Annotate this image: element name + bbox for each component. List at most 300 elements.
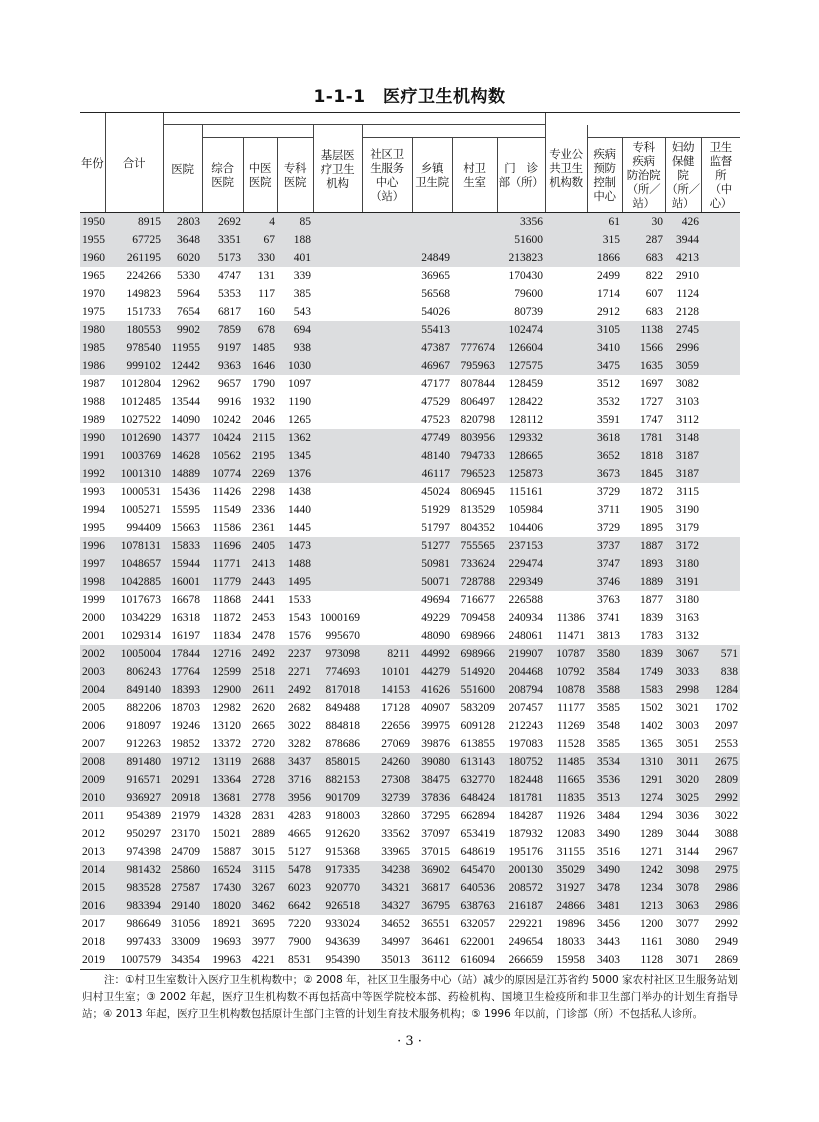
value-cell: 3618 <box>587 429 622 447</box>
value-cell <box>545 357 587 375</box>
value-cell <box>452 303 497 321</box>
value-cell: 1376 <box>277 465 313 483</box>
value-cell <box>362 303 412 321</box>
year-cell: 2000 <box>82 612 105 624</box>
value-cell: 2492 <box>277 681 313 699</box>
year-cell: 1960 <box>80 249 105 267</box>
value-cell: 1001310 <box>105 465 163 483</box>
value-cell: 918003 <box>325 810 360 822</box>
value-cell <box>452 249 497 267</box>
value-cell: 1714 <box>597 288 621 300</box>
value-cell: 3443 <box>597 936 621 948</box>
value-cell: 11485 <box>545 753 587 771</box>
value-cell: 11471 <box>556 630 586 642</box>
value-cell: 17764 <box>163 663 202 681</box>
value-cell: 3112 <box>676 414 700 426</box>
value-cell: 216187 <box>497 897 545 915</box>
value-cell: 12982 <box>212 702 241 714</box>
value-cell: 11177 <box>557 702 586 714</box>
value-cell: 11426 <box>212 486 241 498</box>
value-cell: 918097 <box>126 720 161 732</box>
value-cell: 2443 <box>243 573 277 591</box>
value-cell: 34321 <box>362 879 412 897</box>
value-cell: 48140 <box>412 447 452 465</box>
value-cell: 3763 <box>597 594 621 606</box>
value-cell: 1727 <box>640 396 664 408</box>
value-cell: 10878 <box>545 681 587 699</box>
value-cell <box>545 465 587 483</box>
value-cell: 609128 <box>460 720 495 732</box>
value-cell <box>313 267 362 285</box>
value-cell: 80739 <box>514 306 544 318</box>
value-cell: 1027522 <box>120 414 161 426</box>
value-cell: 2413 <box>243 555 277 573</box>
value-cell <box>452 267 497 285</box>
year-cell: 1995 <box>82 522 105 534</box>
value-cell: 180553 <box>105 321 163 339</box>
value-cell <box>362 393 412 411</box>
value-cell <box>545 231 587 249</box>
year-cell: 1994 <box>82 504 105 516</box>
value-cell: 920770 <box>313 879 362 897</box>
value-cell: 39975 <box>421 720 450 732</box>
table-row <box>80 771 740 789</box>
value-cell: 105984 <box>508 504 544 516</box>
value-cell: 18020 <box>202 897 243 915</box>
value-cell: 1005004 <box>105 645 163 663</box>
value-cell: 4221 <box>243 951 277 970</box>
value-cell <box>452 321 497 339</box>
value-cell: 330 <box>243 249 277 267</box>
value-cell: 616094 <box>452 951 497 970</box>
value-cell <box>362 609 412 627</box>
value-cell: 16678 <box>171 594 200 606</box>
value-cell: 44992 <box>412 645 452 663</box>
value-cell: 31056 <box>171 918 200 930</box>
table-row <box>80 537 740 555</box>
value-cell: 7859 <box>202 321 243 339</box>
value-cell: 15887 <box>212 846 241 858</box>
value-cell: 24849 <box>412 249 452 267</box>
value-cell: 3652 <box>587 447 622 465</box>
value-cell: 14153 <box>362 681 412 699</box>
value-cell: 774693 <box>313 663 362 681</box>
value-cell <box>701 411 740 429</box>
value-cell: 3180 <box>676 594 700 606</box>
value-cell: 1488 <box>277 555 313 573</box>
value-cell <box>701 519 740 537</box>
value-cell: 1533 <box>288 594 311 606</box>
value-cell <box>313 231 362 249</box>
value-cell: 3695 <box>252 918 275 930</box>
value-cell: 40907 <box>421 702 450 714</box>
value-cell: 11868 <box>212 594 241 606</box>
year-cell: 1955 <box>80 231 105 249</box>
value-cell: 1005271 <box>120 504 161 516</box>
table-row <box>80 303 740 321</box>
value-cell: 3115 <box>243 861 277 879</box>
value-cell: 698966 <box>460 630 495 642</box>
value-cell: 197083 <box>508 738 544 750</box>
value-cell: 36461 <box>421 936 450 948</box>
value-cell: 11926 <box>556 810 586 822</box>
table-row <box>80 249 740 267</box>
value-cell: 3044 <box>676 828 700 840</box>
header-village-clinic: 村卫 生室 <box>452 138 497 213</box>
value-cell: 1271 <box>640 846 664 858</box>
value-cell: 2692 <box>202 213 243 232</box>
header-hospital: 医院 <box>163 125 202 213</box>
value-cell: 1839 <box>640 612 664 624</box>
value-cell: 13119 <box>202 753 243 771</box>
value-cell: 14090 <box>171 414 200 426</box>
table-row <box>80 627 740 645</box>
year-cell: 2015 <box>80 879 105 897</box>
value-cell: 804352 <box>460 522 495 534</box>
value-cell: 698966 <box>452 645 497 663</box>
value-cell: 315 <box>587 231 622 249</box>
header-maternal-child: 妇幼 保健 院 （所／ 站） <box>665 138 701 213</box>
year-cell: 1992 <box>80 465 105 483</box>
value-cell: 662894 <box>460 810 495 822</box>
value-cell: 226588 <box>508 594 544 606</box>
value-cell: 1905 <box>640 504 664 516</box>
value-cell <box>362 285 412 303</box>
year-cell: 1991 <box>80 447 105 465</box>
value-cell: 51277 <box>412 537 452 555</box>
value-cell: 3516 <box>597 846 621 858</box>
value-cell: 170430 <box>508 270 544 282</box>
value-cell: 974398 <box>126 846 161 858</box>
value-cell: 11696 <box>202 537 243 555</box>
value-cell: 1042885 <box>105 573 163 591</box>
value-cell: 1012690 <box>105 429 163 447</box>
value-cell: 55413 <box>412 321 452 339</box>
value-cell: 35029 <box>545 861 587 879</box>
value-cell: 36795 <box>412 897 452 915</box>
value-cell <box>701 501 740 519</box>
table-row <box>80 501 740 519</box>
year-cell: 1985 <box>80 339 105 357</box>
value-cell: 51797 <box>421 522 450 534</box>
value-cell: 27308 <box>362 771 412 789</box>
value-cell <box>313 429 362 447</box>
value-cell: 3729 <box>597 522 621 534</box>
table-row <box>80 897 740 915</box>
value-cell: 20918 <box>163 789 202 807</box>
value-cell: 13544 <box>171 396 200 408</box>
value-cell: 858015 <box>313 753 362 771</box>
value-cell: 803956 <box>452 429 497 447</box>
value-cell <box>362 213 412 232</box>
value-cell: 755565 <box>452 537 497 555</box>
value-cell: 24260 <box>362 753 412 771</box>
value-cell <box>545 321 587 339</box>
value-cell <box>701 231 740 249</box>
value-cell: 3021 <box>676 702 700 714</box>
value-cell <box>545 249 587 267</box>
value-cell: 104406 <box>508 522 544 534</box>
value-cell: 2949 <box>715 936 739 948</box>
value-cell: 5173 <box>202 249 243 267</box>
value-cell: 36965 <box>421 270 450 282</box>
value-cell <box>313 447 362 465</box>
value-cell: 7220 <box>288 918 311 930</box>
value-cell: 983528 <box>105 879 163 897</box>
value-cell: 3532 <box>597 396 621 408</box>
value-cell: 3585 <box>597 738 621 750</box>
year-cell: 2014 <box>80 861 105 879</box>
value-cell: 41626 <box>412 681 452 699</box>
page-number: · 3 · <box>397 1034 422 1049</box>
value-cell: 115161 <box>508 486 544 498</box>
year-cell: 2019 <box>80 951 105 970</box>
value-cell: 339 <box>293 270 311 282</box>
value-cell: 3267 <box>243 879 277 897</box>
value-cell <box>362 591 412 609</box>
value-cell: 915368 <box>325 846 360 858</box>
value-cell: 2992 <box>715 918 739 930</box>
table-row <box>80 591 740 609</box>
value-cell: 2986 <box>701 897 740 915</box>
value-cell: 933024 <box>325 918 360 930</box>
value-cell <box>362 249 412 267</box>
value-cell <box>313 465 362 483</box>
value-cell: 10424 <box>202 429 243 447</box>
value-cell: 2298 <box>252 486 275 498</box>
value-cell: 224266 <box>126 270 161 282</box>
value-cell: 33562 <box>381 828 410 840</box>
value-cell <box>412 231 452 249</box>
value-cell: 6023 <box>277 879 313 897</box>
table-row <box>80 825 740 843</box>
value-cell: 31927 <box>545 879 587 897</box>
value-cell: 11872 <box>212 612 241 624</box>
value-cell <box>545 573 587 591</box>
value-cell: 4213 <box>665 249 701 267</box>
value-cell: 180752 <box>497 753 545 771</box>
value-cell: 1124 <box>676 288 700 300</box>
value-cell: 11834 <box>212 630 241 642</box>
value-cell: 1485 <box>243 339 277 357</box>
value-cell: 3088 <box>715 828 739 840</box>
year-cell: 2016 <box>80 897 105 915</box>
value-cell <box>313 393 362 411</box>
value-cell: 3351 <box>202 231 243 249</box>
table-row <box>80 231 740 249</box>
value-cell: 32739 <box>362 789 412 807</box>
year-cell: 2002 <box>80 645 105 663</box>
value-cell: 817018 <box>313 681 362 699</box>
value-cell: 34327 <box>362 897 412 915</box>
value-cell: 19246 <box>171 720 200 732</box>
value-cell: 34354 <box>163 951 202 970</box>
value-cell: 47749 <box>412 429 452 447</box>
value-cell: 2361 <box>252 522 275 534</box>
value-cell <box>545 483 587 501</box>
year-cell: 2008 <box>80 753 105 771</box>
value-cell: 882206 <box>126 702 161 714</box>
value-cell: 1029314 <box>120 630 161 642</box>
value-cell <box>362 429 412 447</box>
header-specialized-hospital: 专科 医院 <box>277 138 313 213</box>
value-cell: 184287 <box>508 810 544 822</box>
value-cell <box>362 267 412 285</box>
value-cell: 13120 <box>212 720 241 732</box>
value-cell <box>545 501 587 519</box>
value-cell <box>701 483 740 501</box>
value-cell: 29140 <box>163 897 202 915</box>
value-cell: 19896 <box>556 918 586 930</box>
value-cell: 212243 <box>508 720 544 732</box>
value-cell: 11665 <box>545 771 587 789</box>
value-cell: 2405 <box>243 537 277 555</box>
value-cell: 820798 <box>460 414 495 426</box>
value-cell <box>701 465 740 483</box>
value-cell: 11386 <box>556 612 586 624</box>
value-cell: 240934 <box>508 612 544 624</box>
value-cell: 10792 <box>545 663 587 681</box>
value-cell: 1839 <box>622 645 665 663</box>
value-cell: 2688 <box>243 753 277 771</box>
value-cell: 36902 <box>412 861 452 879</box>
value-cell: 3711 <box>597 504 621 516</box>
value-cell: 1495 <box>277 573 313 591</box>
value-cell: 8211 <box>362 645 412 663</box>
value-cell: 2778 <box>243 789 277 807</box>
value-cell: 128665 <box>497 447 545 465</box>
value-cell <box>701 357 740 375</box>
value-cell <box>545 429 587 447</box>
value-cell: 1818 <box>622 447 665 465</box>
value-cell: 1749 <box>622 663 665 681</box>
value-cell: 15595 <box>171 504 200 516</box>
year-cell: 2018 <box>82 936 105 948</box>
value-cell: 79600 <box>514 288 544 300</box>
value-cell: 33965 <box>381 846 410 858</box>
value-cell: 912620 <box>325 828 360 840</box>
value-cell: 266659 <box>497 951 545 970</box>
value-cell: 1872 <box>640 486 664 498</box>
value-cell: 2499 <box>597 270 621 282</box>
value-cell: 213823 <box>497 249 545 267</box>
value-cell <box>313 555 362 573</box>
value-cell: 19963 <box>202 951 243 970</box>
year-cell: 2001 <box>82 630 105 642</box>
value-cell <box>545 213 587 232</box>
value-cell: 46967 <box>412 357 452 375</box>
year-cell: 1987 <box>82 378 105 390</box>
year-cell: 2007 <box>82 738 105 750</box>
value-cell: 3512 <box>597 378 621 390</box>
value-cell <box>701 339 740 357</box>
value-cell: 917335 <box>313 861 362 879</box>
value-cell <box>313 375 362 393</box>
value-cell: 2682 <box>288 702 311 714</box>
value-cell: 950297 <box>126 828 161 840</box>
value-cell <box>701 285 740 303</box>
value-cell: 32860 <box>381 810 410 822</box>
value-cell: 795963 <box>452 357 497 375</box>
header-group-medical <box>163 113 545 125</box>
value-cell: 806497 <box>460 396 495 408</box>
value-cell: 1790 <box>252 378 275 390</box>
value-cell: 1007579 <box>105 951 163 970</box>
value-cell: 543 <box>293 306 311 318</box>
value-cell: 1048657 <box>105 555 163 573</box>
value-cell: 36551 <box>421 918 450 930</box>
value-cell: 181781 <box>497 789 545 807</box>
value-cell <box>545 375 587 393</box>
year-cell: 1996 <box>80 537 105 555</box>
value-cell: 3036 <box>676 810 700 822</box>
value-cell <box>313 411 362 429</box>
value-cell: 2998 <box>665 681 701 699</box>
header-general-hospital: 综合 医院 <box>202 138 243 213</box>
value-cell: 995670 <box>325 630 360 642</box>
year-cell: 1980 <box>80 321 105 339</box>
header-township-hospital: 乡镇 卫生院 <box>412 138 452 213</box>
value-cell <box>701 555 740 573</box>
value-cell <box>701 249 740 267</box>
value-cell <box>362 411 412 429</box>
table-row <box>80 411 740 429</box>
value-cell: 3080 <box>676 936 700 948</box>
value-cell: 128459 <box>508 378 544 390</box>
value-cell: 3059 <box>665 357 701 375</box>
value-cell: 50071 <box>412 573 452 591</box>
value-cell: 6020 <box>163 249 202 267</box>
value-cell: 34997 <box>381 936 410 948</box>
value-cell: 2910 <box>676 270 700 282</box>
value-cell: 849140 <box>105 681 163 699</box>
value-cell: 47529 <box>421 396 450 408</box>
value-cell: 11549 <box>212 504 241 516</box>
value-cell: 3548 <box>597 720 621 732</box>
header-group-hospital-types <box>202 125 313 138</box>
value-cell: 18921 <box>212 918 241 930</box>
value-cell: 3478 <box>587 879 622 897</box>
value-cell <box>313 321 362 339</box>
value-cell: 8531 <box>277 951 313 970</box>
value-cell <box>545 339 587 357</box>
institutions-table <box>80 112 740 970</box>
table-row <box>80 915 740 933</box>
value-cell: 7654 <box>177 306 200 318</box>
value-cell: 1362 <box>277 429 313 447</box>
value-cell: 640536 <box>452 879 497 897</box>
value-cell: 1473 <box>277 537 313 555</box>
value-cell: 37295 <box>421 810 450 822</box>
value-cell: 3462 <box>243 897 277 915</box>
year-cell: 1999 <box>82 594 105 606</box>
value-cell <box>362 573 412 591</box>
value-cell: 45024 <box>421 486 450 498</box>
value-cell: 385 <box>293 288 311 300</box>
value-cell: 5964 <box>177 288 200 300</box>
value-cell: 1646 <box>243 357 277 375</box>
value-cell: 37097 <box>421 828 450 840</box>
value-cell: 229221 <box>508 918 544 930</box>
value-cell <box>545 519 587 537</box>
table-row <box>80 357 740 375</box>
value-cell: 2803 <box>163 213 202 232</box>
value-cell: 3490 <box>587 861 622 879</box>
value-cell <box>452 231 497 249</box>
year-cell: 1988 <box>82 396 105 408</box>
value-cell: 12599 <box>202 663 243 681</box>
value-cell: 12716 <box>202 645 243 663</box>
